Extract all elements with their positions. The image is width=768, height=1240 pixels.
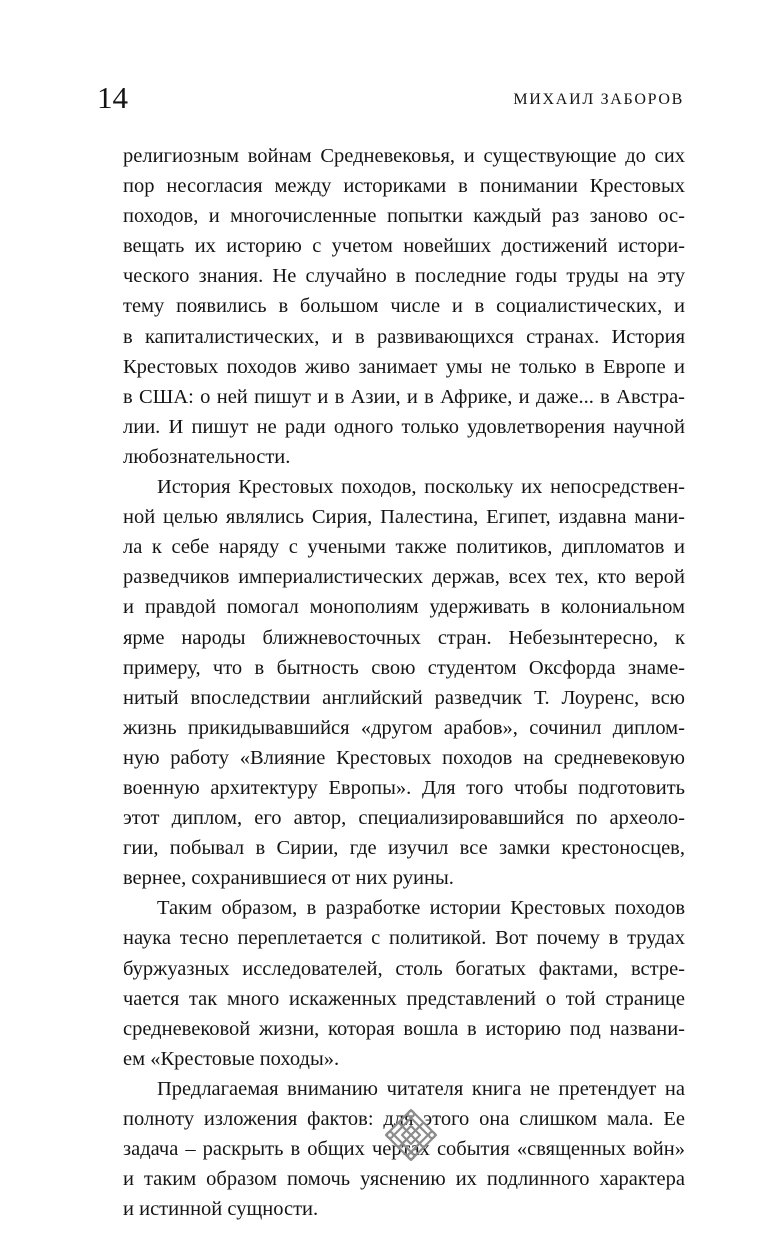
text-line: походов, и многочисленные попытки каждый раз заново ос-	[123, 205, 685, 228]
text-line: этот диплом, его автор, специализировавшийся по археоло-	[123, 807, 685, 830]
celtic-knot-ornament-icon	[384, 1108, 438, 1162]
text-line: военную архитектуру Европы». Для того чтобы подготовить	[123, 776, 685, 799]
text-line: гии, побывал в Сирии, где изучил все замки крестоносцев,	[123, 837, 685, 860]
text-line: Крестовых походов живо занимает умы не только в Европе и	[123, 355, 685, 378]
text-line: буржуазных исследователей, столь богатых фактами, встре-	[123, 957, 685, 980]
text-line: полноту изложения фактов: для этого она слишком мала. Ее	[123, 1108, 685, 1130]
text-line: жизнь прикидывавшийся «другом арабов», сочинил диплом-	[123, 716, 685, 739]
text-line: ла к себе наряду с учеными также политиков, дипломатов и	[123, 536, 685, 559]
paragraph-2	[123, 472, 685, 893]
paragraph-3	[123, 893, 685, 1074]
text-line: ной целью являлись Сирия, Палестина, Египет, издавна мани-	[123, 506, 685, 529]
text-line: тему появились в большом числе и в социалистических, и	[123, 295, 685, 318]
text-line: и таким образом помочь уяснению их подлинного характера	[123, 1168, 685, 1191]
text-line: религиозным войнам Средневековья, и существующие до сих	[123, 145, 685, 167]
text-line: пор несогласия между историками в понимании Крестовых	[123, 175, 685, 198]
text-line: вернее, сохранившиеся от них руины.	[123, 867, 454, 890]
text-line: в США: о ней пишут и в Азии, и в Африке, и даже... в Австра-	[123, 385, 685, 408]
text-line: примеру, что в бытность свою студентом Оксфорда знаме-	[123, 656, 685, 679]
page-number: 14	[97, 80, 128, 115]
text-line: вещать их историю с учетом новейших достижений истори-	[123, 235, 685, 258]
text-line: задача – раскрыть в общих чертах события «священных войн»	[123, 1138, 685, 1161]
running-head: МИХАИЛ ЗАБОРОВ	[513, 91, 684, 108]
text-line: наука тесно переплетается с политикой. Вот почему в трудах	[123, 927, 685, 950]
text-line: и истинной сущности.	[123, 1198, 319, 1221]
text-line: чается так много искаженных представлений о той странице	[123, 987, 685, 1010]
text-line: История Крестовых походов, поскольку их непосредствен-	[157, 476, 685, 499]
text-line: разведчиков империалистических держав, всех тех, кто верой	[123, 566, 685, 589]
text-line: ную работу «Влияние Крестовых походов на средневековую	[123, 746, 685, 769]
text-line: Таким образом, в разработке истории Крестовых походов	[157, 897, 685, 920]
text-line: и правдой помогал монополиям удерживать в колониальном	[123, 596, 685, 619]
text-line: ярме народы ближневосточных стран. Небезынтересно, к	[123, 626, 685, 649]
text-line: Предлагаемая вниманию читателя книга не претендует на	[157, 1077, 685, 1100]
text-line: ческого знания. Не случайно в последние годы труды на эту	[123, 265, 685, 288]
text-line: в капиталистических, и в развивающихся странах. История	[123, 325, 685, 348]
text-line: любознательности.	[123, 445, 291, 468]
paragraph-1	[123, 141, 685, 472]
text-line: нитый впоследствии английский разведчик Т. Лоуренс, всю	[123, 686, 685, 709]
text-line: ем «Крестовые походы».	[123, 1047, 340, 1070]
body-text	[123, 141, 685, 1224]
text-line: лии. И пишут не ради одного только удовлетворения научной	[123, 415, 685, 438]
text-line: средневековой жизни, которая вошла в историю под названи-	[123, 1017, 685, 1040]
